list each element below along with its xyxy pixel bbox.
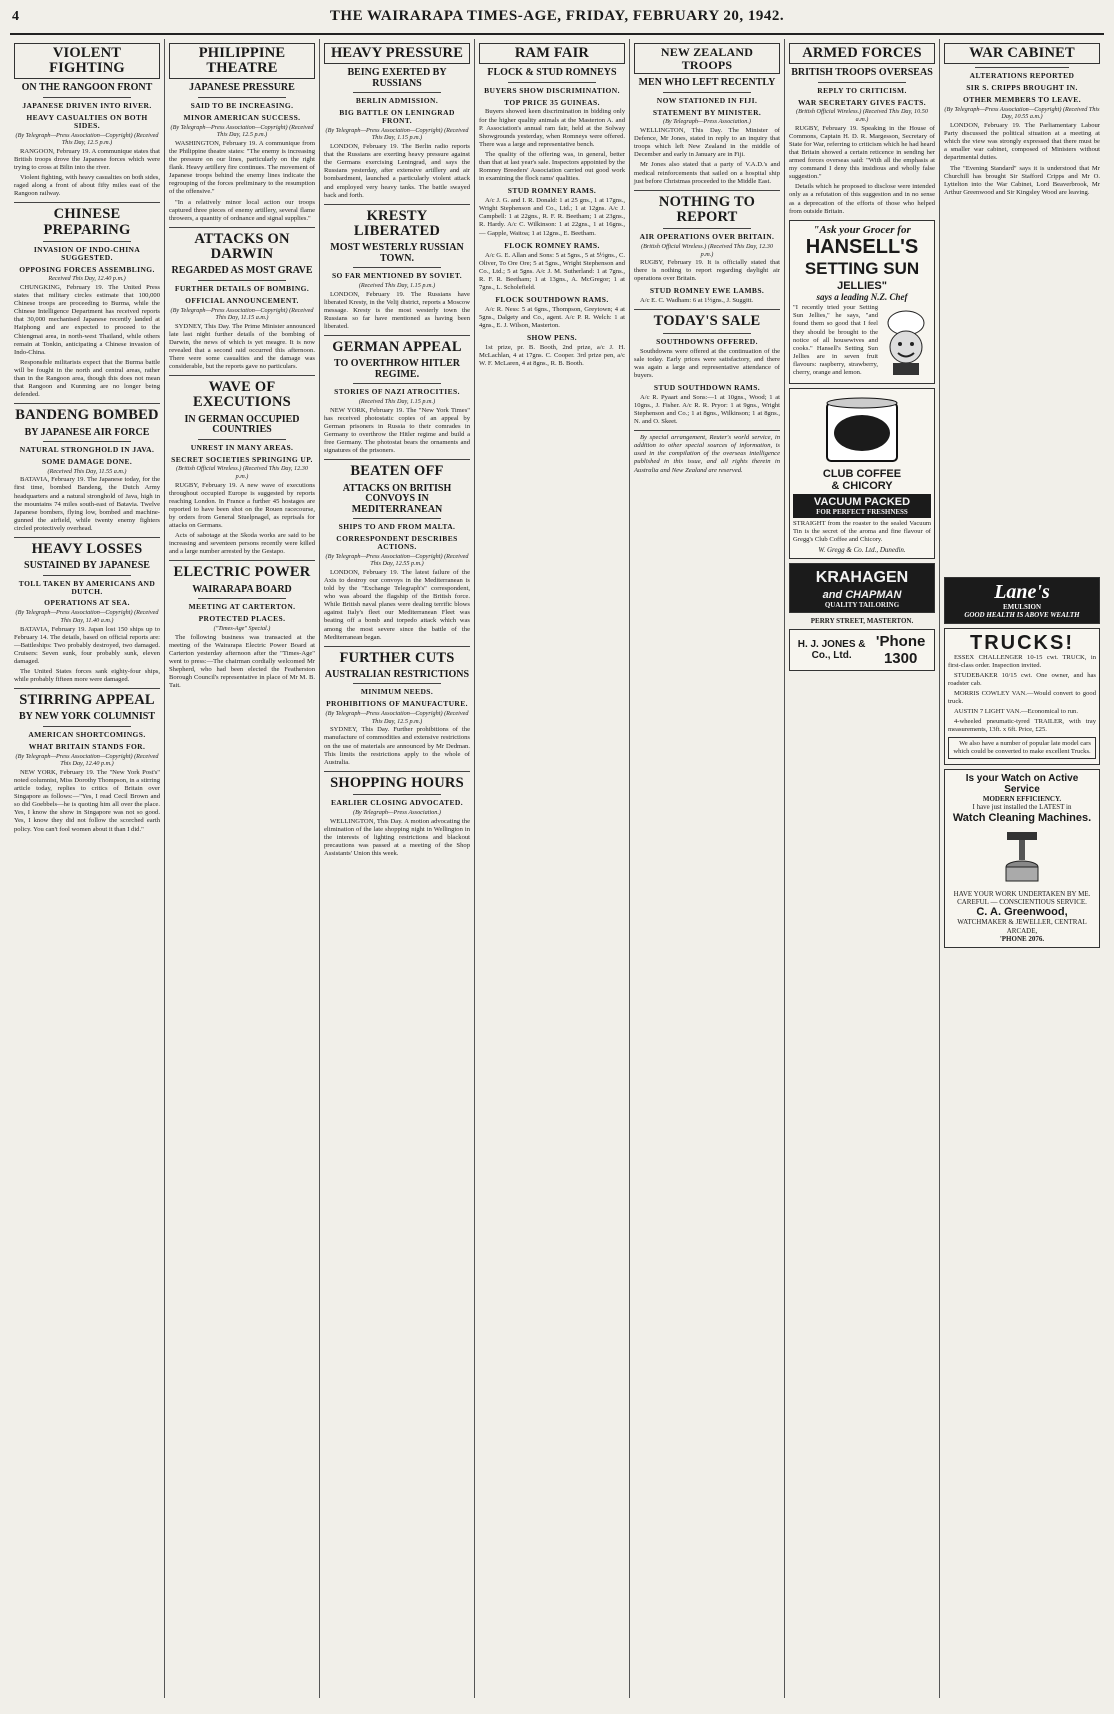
subheadline: ON THE RANGOON FRONT — [21, 82, 153, 94]
divider — [198, 439, 286, 440]
deck: SOUTHDOWNS OFFERED. — [656, 336, 758, 346]
body-text: Buyers showed keen discrimination in bidding only for the higher quality animals at the Masterton A. and P. Association's annual ram fair, held at the Solway Showgrounds yesterday, when Romneys were offered. There was a large and representative bench. — [479, 108, 625, 148]
divider — [324, 459, 470, 460]
ad-line: I have just installed the LATEST in — [972, 803, 1072, 812]
body-text: LONDON, February 19. The Berlin radio reports that the Russians are exerting heavy pressure against the Germans exercising Leningrad, and says the Russians yesterday, after extensive artillery and air bombardment, launched a particularly violent attack and employed very heavy tanks. The battle swayed back and forth. — [324, 143, 470, 199]
divider — [324, 335, 470, 336]
body-text: BATAVIA, February 19. The Japanese today, for the first time, bombed Bandeng, the Dutch Army headquarters and a natural stronghold of Java, high in the mountains 74 miles south-east of Batavia. Twelve Japanese bombers, flying low, bombed and machine-gunned the airfield, while twenty enemy fighters circled protectively overhead. — [14, 476, 160, 532]
body-text: Mr Jones also stated that a party of V.A.D.'s and medical reinforcements that sailed on a hospital ship just before Christmas proceeded to the Middle East. — [634, 161, 780, 185]
ad-watch-cleaning — [944, 769, 1100, 948]
deck: STORIES OF NAZI ATROCITIES. — [334, 387, 460, 397]
column-1 — [10, 39, 165, 1698]
coffee-tin-icon — [807, 395, 917, 465]
divider — [43, 241, 131, 242]
section-heading: STUD SOUTHDOWN RAMS. — [653, 382, 761, 392]
body-text: SYDNEY, This Day. The Prime Minister announced late last night further details of the bombing of Darwin, the news of which is yet meagre. It is now revealed that a second raid occurred this afternoon. There were some casualties and the damage was considerable, but the reports gave no particulars. — [169, 322, 315, 371]
body-text: Acts of sabotage at the Skoda works are said to be increasing and seventeen persons recently were killed and a large number arrested by the Gestapo. — [169, 532, 315, 556]
deck: TOP PRICE 35 GUINEAS. — [504, 97, 600, 107]
headline: KRESTY LIBERATED — [353, 207, 441, 239]
credit-line: (Received This Day, 1.15 p.m.) — [358, 282, 436, 289]
section-heading: SHOW PENS. — [526, 333, 578, 343]
ad-quote: "I recently tried your Setting Sun Jellies," he says, "and found them so good that I feel they should be brought to the notice of all housewives and cooks." Hansell's Setting Sun Jellies are in seven fruit flavours: raspberry, strawberry, cherry, orange and lemon. — [793, 304, 878, 377]
deck: EARLIER CLOSING ADVOCATED. — [330, 798, 463, 808]
ad-brand: KRAHAGEN — [815, 568, 909, 586]
body-text: Details which he proposed to disclose were intended only as a refutation of this suggestion and in no sense as a deprecation of the efforts of those who helped from outside Britain. — [789, 183, 935, 215]
ad-item: ESSEX CHALLENGER 10-15 cwt. TRUCK, in first-class order. Inspection invited. — [948, 653, 1096, 669]
deck: MINOR AMERICAN SUCCESS. — [183, 112, 301, 122]
subheadline: SUSTAINED BY JAPANESE — [24, 560, 150, 572]
deck: OPERATIONS AT SEA. — [44, 598, 130, 608]
deck: BUYERS SHOW DISCRIMINATION. — [484, 85, 620, 95]
body-text: LONDON, February 19. The Russians have liberated Kresty, in the Velij district, reports a Moscow message. Kresty is the most westerly town the Russians so far have mentioned as having been liberated. — [324, 290, 470, 330]
headline: ARMED FORCES — [789, 43, 935, 64]
sale-list: A/c J. G. and I. R. Donald: 1 at 25 gns., 1 at 17gns., Wright Stephenson and Co., Ltd.; 1 at 12gns. A/c J. Campbell: 1 at 22gns., R. F. R. Beetham; 1 at 23gns., R. Hardy. A/c C. Wilkinson: 1 at 22gns., 1 at 16gns., — Gapple, Waitoa; 1 at 12gns., E. Beetham. — [479, 197, 625, 237]
credit-line: (By Telegraph—Press Association.) — [663, 118, 751, 126]
headline: TODAY'S SALE — [653, 313, 761, 330]
divider — [198, 97, 286, 98]
deck: WHAT BRITAIN STANDS FOR. — [28, 741, 146, 751]
divider — [634, 309, 780, 310]
credit-line: (British Official Wireless.) (Received This Day, 10.50 a.m.) — [796, 108, 928, 124]
headline: GERMAN APPEAL — [332, 339, 462, 356]
column-6 — [785, 39, 940, 1698]
credit-line: (Received This Day, 11.55 a.m.) — [47, 467, 127, 475]
section-stud-romney-rams — [479, 187, 625, 237]
headline: STIRRING APPEAL — [19, 692, 155, 709]
story-violent-fighting — [14, 43, 160, 198]
divider — [43, 726, 131, 727]
newspaper-page — [10, 8, 1104, 1698]
subheadline: BY JAPANESE AIR FORCE — [24, 426, 150, 438]
credit-line: (By Telegraph—Press Association—Copyright) (Received This Day, 10.55 a.m.) — [944, 105, 1100, 121]
divider — [14, 202, 160, 203]
ad-product: EMULSION — [1002, 602, 1042, 611]
divider — [818, 82, 906, 83]
divider — [975, 67, 1069, 68]
credit-line: (By Telegraph—Press Association—Copyright) (Received This Day, 11.40 a.m.) — [15, 609, 159, 624]
story-chinese-preparing — [14, 207, 160, 399]
divider — [663, 92, 751, 93]
body-text: The "Evening Standard" says it is understood that Mr Churchill has brought Sir Stafford Cripps and Mr O. Lyttelton into the War Cabinet, Lord Beaverbrook, Mr Arthur Greenwood and Sir Kingsley Wood are leaving. — [944, 164, 1100, 196]
deck: SIR S. CRIPPS BROUGHT IN. — [966, 83, 1078, 93]
credit-line: (By Telegraph—Press Association.) — [353, 808, 441, 816]
subheadline: AUSTRALIAN RESTRICTIONS — [324, 668, 470, 680]
body-text: WELLINGTON, This Day. A motion advocating the elimination of the late shopping night in Wellington in the interests of lighting restrictions and blackout precautions was passed at a meeting of the Shop Assistants' Union this week. — [324, 817, 470, 857]
divider — [353, 683, 441, 684]
section-stud-romney-ewe-lambs — [634, 287, 780, 305]
credit-line: (By Telegraph—Press Association—Copyright) (Received This Day, 12.5 p.m.) — [170, 123, 314, 139]
deck: OFFICIAL ANNOUNCEMENT. — [185, 295, 299, 305]
body-text: Responsible militarists expect that the Burma battle will be fought in the north and central areas, rather than in the Rangoon area, though this does not mean that Rangoon and Kunming are no longer being defended. — [14, 358, 160, 399]
sale-list: A/c R. Pyaart and Sons:—1 at 10gns., Wood; 1 at 10gns., J. Fisher. A/c R. R. Pryor: 1 at 9gns., Wright Stephenson and Co.; 1 at 8gns., Wilkinson; 1 at 8gns., N. and O. Skeet. — [634, 393, 780, 426]
headline: FURTHER CUTS — [339, 649, 455, 666]
headline: ATTACKS ON DARWIN — [194, 230, 290, 263]
ad-title: TRUCKS! — [970, 631, 1074, 654]
credit-line: (Received This Day, 1.15 p.m.) — [358, 398, 436, 406]
story-stirring-appeal — [14, 693, 160, 833]
deck: FURTHER DETAILS OF BOMBING. — [174, 283, 310, 293]
deck: SOME DAMAGE DONE. — [41, 456, 133, 466]
story-attacks-on-darwin — [169, 232, 315, 371]
body-text: CHUNGKING, February 19. The United Press states that military circles estimate that 100,000 Chinese troops are proceeding to Burma, while the Chinese Intelligence Department has received reports that 30,000 mechanised Japanese recently landed at Haiphong and are expected to proceed to the Chiengmai area, in north-west Thailand, while others remain at Tonkin, anticipating a Chinese invasion of Indo-China. — [14, 283, 160, 356]
credit-line: (By Telegraph—Press Association—Copyright) (Received This Day, 12.5 p.m.) — [325, 710, 469, 725]
credit-line: ("Times-Age" Special.) — [213, 624, 271, 632]
sale-list: 1st prize, pr. B. Booth, 2nd prize, a/c J. H. McLachlan, 4 at 17gns. C. Cooper. 3rd prize pen, a/c W. F. McLaren, 4 at 8gns., R. B. Booth. — [479, 344, 625, 368]
body-text: The United States forces sank eighty-four ships, while probably fifteen more were damaged. — [14, 668, 160, 684]
story-nothing-to-report — [634, 195, 780, 284]
story-shopping-hours — [324, 776, 470, 858]
section-heading: FLOCK SOUTHDOWN RAMS. — [495, 295, 609, 304]
column-7 — [940, 39, 1104, 1698]
section-show-pens — [479, 334, 625, 368]
divider — [169, 227, 315, 228]
credit-line: (By Telegraph—Press Association—Copyright) (Received This Day, 11.15 a.m.) — [170, 306, 314, 322]
page-number: 4 — [12, 9, 19, 24]
ad-line: C. A. Greenwood, — [976, 906, 1068, 919]
story-beaten-off — [324, 464, 470, 641]
newspaper-title: THE WAIRARAPA TIMES-AGE, FRIDAY, FEBRUARY 20, 1942. — [329, 8, 785, 24]
subheadline: BEING EXERTED BY RUSSIANS — [347, 67, 447, 89]
chef-face-icon — [881, 307, 931, 377]
ad-line: WATCHMAKER & JEWELLER, CENTRAL ARCADE, — [957, 918, 1087, 935]
reuters-notice — [634, 434, 780, 474]
subheadline: WAIRARAPA BOARD — [192, 583, 292, 595]
section-flock-southdown-rams — [479, 296, 625, 330]
sale-list: A/c G. E. Allan and Sons: 5 at 5gns., 5 at 5½gns., C. Oliver, To Ore Ore; 5 at 5gns., Wright Stephenson and Co., Ltd.; 5 at 5gns. A/c J. M. Sutherland: 1 at 7gns., R. F. R. Beetham; 1 at 13gns., A. McGregor; 1 at 7gns., L. Scholefield. — [479, 251, 625, 291]
story-german-appeal — [324, 340, 470, 455]
divider — [353, 267, 441, 268]
deck: CORRESPONDENT DESCRIBES ACTIONS. — [336, 533, 458, 551]
story-heavy-losses — [14, 542, 160, 684]
deck: JAPANESE DRIVEN INTO RIVER. — [22, 100, 152, 110]
headline: WAVE OF EXECUTIONS — [193, 379, 291, 411]
credit-line: (By Telegraph—Press Association—Copyright) (Received This Day, 12.40 p.m.) — [15, 752, 159, 768]
watch-cleaning-machine-icon — [997, 827, 1047, 887]
divider — [169, 375, 315, 376]
credit-line: (British Official Wireless.) (Received This Day, 12.30 p.m.) — [641, 243, 773, 258]
headline: SHOPPING HOURS — [330, 774, 464, 791]
body-text: "In a relatively minor local action our troops captured three pieces of enemy artillery, several flame throwers, a quantity of ordnance and signal supplies." — [169, 198, 315, 222]
deck: NOW STATIONED IN FIJI. — [656, 95, 758, 105]
deck: UNREST IN MANY AREAS. — [190, 442, 294, 452]
story-philippine-theatre — [169, 43, 315, 223]
story-wave-of-executions — [169, 380, 315, 556]
ad-line: MODERN EFFICIENCY. — [982, 794, 1062, 803]
divider — [353, 794, 441, 795]
headline: NEW ZEALAND TROOPS — [634, 43, 780, 74]
ad-line: Is your Watch on Active Service — [965, 772, 1079, 795]
ad-company: H. J. JONES & Co., Ltd. — [797, 639, 866, 662]
body-text: LONDON, February 19. The Parliamentary Labour Party discussed the political situation at a meeting at which the view was strongly expressed that there must be a smaller war cabinet, composed of Ministers without departmental duties. — [944, 122, 1100, 162]
story-kresty-liberated — [324, 209, 470, 331]
deck: INVASION OF INDO-CHINA SUGGESTED. — [33, 244, 141, 262]
ad-item: 4-wheeled pneumatic-tyred TRAILER, with tray measurements, 13ft. x 6ft. Price, £25. — [948, 718, 1096, 734]
headline: HEAVY PRESSURE — [324, 43, 470, 64]
column-4 — [475, 39, 630, 1698]
headline: NOTHING TO REPORT — [658, 193, 756, 225]
ad-address: PERRY STREET, MASTERTON. — [810, 617, 914, 626]
headline: HEAVY LOSSES — [31, 541, 143, 557]
ad-phone: 'Phone 1300 — [875, 633, 926, 668]
story-war-cabinet — [944, 43, 1100, 197]
deck: OPPOSING FORCES ASSEMBLING. — [19, 264, 155, 274]
credit-line: Received This Day, 12.40 p.m.) — [48, 275, 126, 283]
subheadline: JAPANESE PRESSURE — [189, 82, 295, 94]
ad-line: says a leading N.Z. Chef — [816, 291, 908, 302]
subheadline: IN GERMAN OCCUPIED COUNTRIES — [184, 413, 300, 436]
headline: BANDENG BOMBED — [15, 407, 159, 424]
headline: PHILIPPINE THEATRE — [169, 43, 315, 79]
ad-body: STRAIGHT from the roaster to the sealed Vacuum Tin is the secret of the aroma and fine flavour of Gregg's Club Coffee and Chicory. — [793, 520, 931, 544]
ad-hansells-jellies — [789, 220, 935, 384]
story-ram-fair — [479, 43, 625, 183]
ad-lanes-emulsion — [944, 577, 1100, 624]
ad-note: We also have a number of popular late model cars which could be converted to make excellent Trucks. — [948, 737, 1096, 759]
divider — [508, 82, 596, 83]
body-text: WASHINGTON, February 19. A communique from the Philippine theatre states: "The enemy is increasing the pressure on our lines, particularly on the right flank. Heavy artillery fire continues. The movement of Japanese troops behind the enemy lines indicate the regrouping of the forces preliminary to the resumption of the offensive." — [169, 139, 315, 196]
ad-item: MORRIS COWLEY VAN.—Would convert to good truck. — [948, 690, 1096, 706]
deck: PROHIBITIONS OF MANUFACTURE. — [326, 699, 468, 709]
credit-line: (By Telegraph—Press Association—Copyright) (Received This Day, 12.55 p.m.) — [325, 552, 469, 568]
body-text: RUGBY, February 19. It is officially stated that there is nothing to report regarding daylight air operations over Britain. — [634, 259, 780, 283]
divider — [353, 518, 441, 519]
deck: AMERICAN SHORTCOMINGS. — [28, 729, 146, 739]
body-text: Southdowns were offered at the continuation of the sale today. Early prices were satisfactory, and there was again a large and representative attendance of buyers. — [634, 347, 780, 379]
divider — [14, 537, 160, 538]
divider — [663, 228, 751, 229]
story-armed-forces — [789, 43, 935, 216]
deck: REPLY TO CRITICISM. — [817, 85, 907, 95]
section-heading: STUD ROMNEY EWE LAMBS. — [649, 286, 765, 296]
divider — [14, 688, 160, 689]
ad-tagline: GOOD HEALTH IS ABOVE WEALTH — [964, 611, 1080, 620]
deck: NATURAL STRONGHOLD IN JAVA. — [19, 445, 155, 454]
body-text: RUGBY, February 19. A new wave of executions throughout occupied Europe is suggested by reports reaching London. In France a further 45 hostages are reported to have been shot on the Rouen racecourse, by orders from General Stuelpnagel, as reprisals for attacks on Germans. — [169, 481, 315, 530]
notice-text: By special arrangement, Reuter's world service, in addition to other special sources of information, is used in the compilation of the overseas intelligence published in this issue, and all rights therein in Australia and New Zealand are reserved. — [634, 434, 780, 474]
subheadline: BY NEW YORK COLUMNIST — [18, 711, 156, 723]
ad-line: Watch Cleaning Machines. — [952, 811, 1092, 824]
credit-line: (British Official Wireless.) (Received This Day, 12.30 p.m.) — [176, 465, 308, 481]
section-heading: FLOCK ROMNEY RAMS. — [504, 240, 600, 250]
deck: SHIPS TO AND FROM MALTA. — [338, 522, 456, 532]
body-text: LONDON, February 19. The latest failure of the Axis to destroy our convoys in the Mediterranean is told by the "Exchange Telegraph's" correspondent, who was aboard the flagship of the British force. While British naval planes were dealing terrific blows against Italy's fleet our Mediterranean Fleet was beating off a bomb and torpedo attack which was among the most severe since the battle of the Mediterranean began. — [324, 568, 470, 641]
deck: BIG BATTLE ON LENINGRAD FRONT. — [339, 108, 455, 125]
story-todays-sale — [634, 314, 780, 379]
ad-krahagen-chapman — [789, 563, 935, 613]
section-heading: STUD ROMNEY RAMS. — [507, 186, 597, 196]
sale-list: A/c E. C. Wadham: 6 at 1½gns., J. Suggitt. — [640, 297, 754, 305]
ad-tagline: QUALITY TAILORING — [824, 600, 900, 609]
divider — [324, 204, 470, 205]
deck: MINIMUM NEEDS. — [360, 687, 434, 697]
section-stud-southdown-rams — [634, 384, 780, 426]
deck: SECRET SOCIETIES SPRINGING UP. — [171, 454, 313, 464]
divider — [43, 441, 131, 442]
deck: ALTERATIONS REPORTED — [969, 71, 1075, 81]
ad-trucks — [944, 628, 1100, 765]
deck: BERLIN ADMISSION. — [355, 96, 439, 106]
ad-tagline: FOR PERFECT FRESHNESS — [816, 507, 908, 516]
deck: PROTECTED PLACES. — [198, 614, 286, 624]
body-text: NEW YORK, February 19. The "New York Post's" noted columnist, Miss Dorothy Thompson, in a stirring article today, replies to critics of Britain over Singapore as follows:—"Yes, I read Cecil Brown and so did Goebbels—he is quoting him all over the place. Yes, I know the show in Singapore was not so good. Yes, I know they did not follow the scorched earth policy. You can't fool women about it than I did." — [14, 768, 160, 833]
body-text: NEW YORK, February 19. The "New York Times" has received photostatic copies of an appeal by German prisoners in Russia to their comrades in Germany to overthrow the Hitler regime and build a free Germany. The photostat bears the ornaments and signatures of the prisoners. — [324, 406, 470, 455]
subheadline: ATTACKS ON BRITISH CONVOYS IN MEDITERRANEAN — [342, 482, 452, 515]
ad-brand-2: and CHAPMAN — [822, 588, 902, 601]
story-electric-power — [169, 565, 315, 690]
body-text: RUGBY, February 19. Speaking in the House of Commons, Captain H. D. R. Margesson, Secretary of State for War, referring to criticism which he had heard that Britain showed a certain reticence in sending her armed forces overseas said: "With all the emphasis at my command I deny this insidious and wholly false suggestion." — [789, 124, 935, 181]
divider — [353, 92, 441, 93]
divider — [634, 430, 780, 431]
headline: WAR CABINET — [944, 43, 1100, 64]
story-further-cuts — [324, 651, 470, 767]
column-5 — [630, 39, 785, 1698]
subheadline: TO OVERTHROW HITLER REGIME. — [334, 358, 460, 380]
deck: SAID TO BE INCREASING. — [190, 100, 294, 110]
body-text: WELLINGTON, This Day. The Minister of Defence, Mr Jones, stated in reply to an inquiry that troops which left New Zealand in the middle of December and early in January are in Fiji. — [634, 127, 780, 159]
deck: MEETING AT CARTERTON. — [188, 602, 296, 612]
subheadline: REGARDED AS MOST GRAVE — [171, 265, 313, 277]
divider — [43, 97, 131, 98]
credit-line: (By Telegraph—Press Association—Copyright) (Received This Day, 12.5 p.m.) — [15, 131, 159, 147]
subheadline: MEN WHO LEFT RECENTLY — [638, 77, 776, 89]
ad-item: STUDEBAKER 10/15 cwt. One owner, and has roadster cab. — [948, 671, 1096, 687]
divider — [198, 280, 286, 281]
sale-list: A/c R. Ness: 5 at 6gns., Thompson, Greytown; 4 at 5gns., Dalgety and Co., agent. A/c P. R. Welch: 1 at 4gns., E. J. Wilson, Masterton. — [479, 305, 625, 330]
ad-headline: VACUUM PACKED — [813, 495, 911, 508]
divider — [198, 598, 286, 599]
deck: WAR SECRETARY GIVES FACTS. — [798, 97, 926, 107]
headline: ELECTRIC POWER — [173, 564, 311, 581]
story-nz-troops — [634, 43, 780, 186]
deck: HEAVY CASUALTIES ON BOTH SIDES. — [26, 112, 148, 130]
divider — [663, 333, 751, 334]
body-text: The quality of the offering was, in general, better than that at last year's sale. Inspectors appointed by the Romney Breeders' Association carried out good work in examining the flock rams' qualities. — [479, 150, 625, 183]
body-text: SYDNEY, This Day. Further prohibitions of the manufacture of commodities and extensive restrictions on the use of materials are announced by Mr Dedman. This limits the restrictions apply to the whole of Australia. — [324, 726, 470, 766]
ad-item: AUSTIN 7 LIGHT VAN.—Economical to run. — [954, 708, 1078, 716]
body-text: BATAVIA, February 19. Japan lost 150 ships up to February 14. The details, based on official reports are:—Battleships: Two probably destroyed, two damaged. Cruisers: Seven sunk, four probably sunk, eleven damaged. — [14, 625, 160, 665]
ad-brand: HANSELL'S — [805, 235, 919, 258]
ad-brand: Lane's — [994, 580, 1050, 603]
ad-club-coffee — [789, 388, 935, 559]
divider — [43, 575, 131, 576]
body-text: The following business was transacted at the meeting of the Wairarapa Electric Power Board at Carterton yesterday afternoon after the "Times-Age" went to press:—The chairman cordially welcomed Mr Shepherd, who had been elected the Featherston Borough Council's representative in place of Mr M. B. Tait. — [169, 633, 315, 690]
column-2 — [165, 39, 320, 1698]
divider — [324, 646, 470, 647]
subheadline: MOST WESTERLY RUSSIAN TOWN. — [330, 242, 464, 264]
story-heavy-pressure — [324, 43, 470, 200]
body-text: RANGOON, February 19. A communique states that British troops drove the Japanese forces which were trying to cross at Bilin into the river. — [14, 147, 160, 171]
deck: SO FAR MENTIONED BY SOVIET. — [331, 271, 463, 281]
ad-brand: CLUB COFFEE — [822, 467, 902, 480]
ad-hj-jones — [789, 629, 935, 671]
deck: AIR OPERATIONS OVER BRITAIN. — [639, 232, 775, 242]
headline: BEATEN OFF — [350, 463, 444, 480]
divider — [324, 771, 470, 772]
divider — [634, 190, 780, 191]
deck: OTHER MEMBERS TO LEAVE. — [963, 94, 1081, 104]
subheadline: BRITISH TROOPS OVERSEAS — [791, 67, 933, 79]
deck: TOLL TAKEN BY AMERICANS AND DUTCH. — [18, 578, 156, 596]
headline: CHINESE PREPARING — [43, 206, 131, 238]
ad-phone: 'PHONE 2076. — [999, 935, 1045, 944]
divider — [169, 560, 315, 561]
subheadline: FLOCK & STUD ROMNEYS — [487, 67, 617, 79]
body-text: Violent fighting, with heavy casualties on both sides, raged along a front of about fifty miles east of the Rangoon railway. — [14, 174, 160, 198]
deck: STATEMENT BY MINISTER. — [652, 107, 762, 117]
ad-brand-2: & CHICORY — [831, 479, 893, 492]
masthead — [10, 8, 1104, 35]
column-3 — [320, 39, 475, 1698]
ad-product: SETTING SUN — [804, 258, 920, 278]
headline: RAM FAIR — [479, 43, 625, 64]
ad-product-type: JELLIES" — [837, 279, 887, 292]
ad-line: HAVE YOUR WORK UNDERTAKEN BY ME. CAREFUL — CONSCIENTIOUS SERVICE. — [953, 889, 1091, 906]
story-bandeng-bombed — [14, 408, 160, 533]
section-flock-romney-rams — [479, 242, 625, 292]
ad-line: "Ask your Grocer for — [813, 223, 911, 236]
credit-line: (By Telegraph—Press Association—Copyright) (Received This Day, 1.15 p.m.) — [325, 126, 469, 142]
divider — [14, 403, 160, 404]
headline: VIOLENT FIGHTING — [14, 43, 160, 79]
divider — [353, 383, 441, 384]
ad-maker: W. Gregg & Co. Ltd., Dunedin. — [818, 546, 906, 555]
